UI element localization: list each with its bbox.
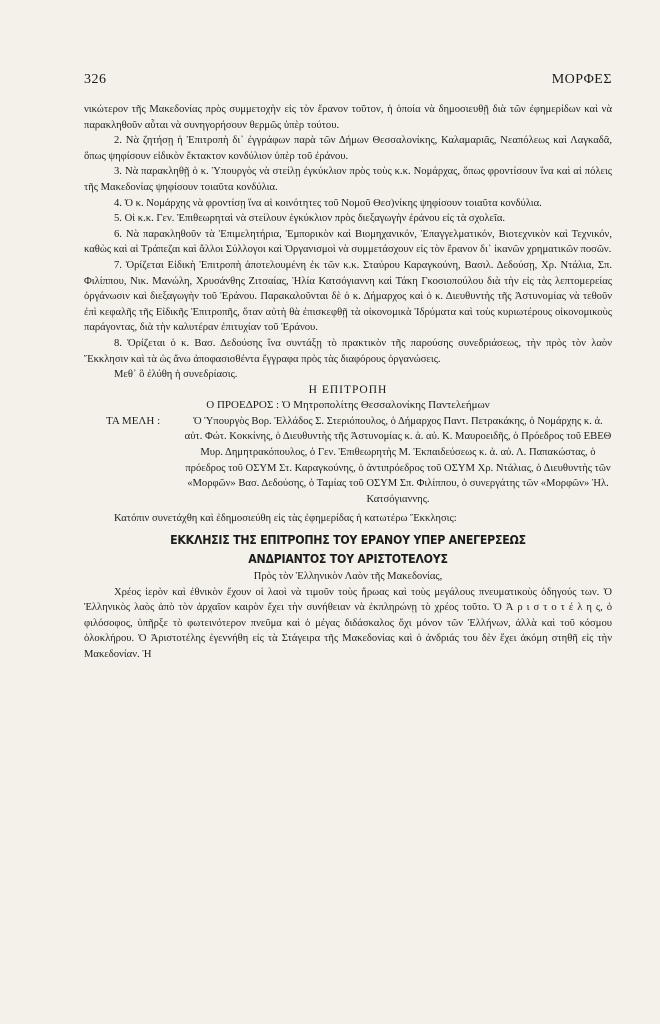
paragraph-item-3: 3. Νὰ παρακληθῇ ὁ κ. Ὑπουργὸς νὰ στείλῃ ἐγκύκλιον πρὸς τοὺς κ.κ. Νομάρχας, ὅπως φροντίσουν ἵνα καὶ αἱ πόλεις τῆς Μακεδονίας ψηφίσουν τοιαῦτα κονδύλια.	[84, 166, 612, 193]
appeal-body: Χρέος ἱερὸν καὶ ἐθνικὸν ἔχουν οἱ λαοὶ νὰ τιμοῦν τοὺς ἥρωας καὶ τοὺς μεγάλους πνευματικοὺς ὁδηγούς των. Ὁ Ἑλληνικὸς λαὸς ἀπὸ τὸν ἀρχαῖον καιρὸν ἔχει τὴν συνήθειαν νὰ ἐκπληρώνῃ τὸ χρέος τοῦτο. Ὁ Ἀ ρ ι σ τ ο τ έ λ η ς, ὁ φιλόσοφος, ὑπῆρξε τὸ φωτεινότερον πνεῦμα καὶ ὁ μέγας διδάσκαλος ὄχι μόνον τῶν Ἑλλήνων, ἀλλὰ καὶ τοῦ κόσμου ὁλοκλήρου. Ὁ Ἀριστοτέλης ἐγεννήθη εἰς τὰ Στάγειρα τῆς Μακεδονίας καὶ ὁ ἀνδριάς του δὲν ἔχει ἀκόμη στηθῆ εἰς τὴν Μακεδονίαν. Ἡ	[84, 586, 612, 660]
paragraph-item-4: 4. Ὁ κ. Νομάρχης νὰ φροντίσῃ ἵνα αἱ κοινότητες τοῦ Νομοῦ Θεσ)νίκης ψηφίσουν τοιαῦτα κονδύλια.	[114, 197, 542, 209]
appeal-title-line-2: ΑΝΔΡΙΑΝΤΟΣ ΤΟΥ ΑΡΙΣΤΟΤΕΛΟΥΣ	[248, 552, 448, 568]
members-list: Ὁ Ὑπουργὸς Βορ. Ἑλλάδος Σ. Στεριόπουλος, ὁ Δήμαρχος Παντ. Πετρακάκης, ὁ Νομάρχης κ. ἀ. αὐτ. Φώτ. Κοκκίνης, ὁ Διευθυντὴς τῆς Ἀστυνομίας κ. ἀ. αὐ. Κ. Μαυροειδῆς, ὁ Πρόεδρος τοῦ ΕΒΕΘ Μυρ. Δημητρακόπουλος, ὁ Γεν. Ἐπιθεωρητὴς Μ. Ἐκπαιδεύσεως κ. ἀ. αὐ. Λ. Παπακώστας, ὁ πρόεδρος τοῦ ΟΣΥΜ Στ. Καραγκούνης, ὁ ἀντιπρόεδρος τοῦ ΟΣΥΜ Χρ. Ντάλιας, ὁ Διευθυντὴς τῶν «Μορφῶν» Βασ. Δεδούσης, ὁ Ταμίας τοῦ ΟΣΥΜ Σπ. Φιλίππου, ὁ συνεργάτης τῶν «Μορφῶν» Ἠλ. Κατσόγιαννης.	[184, 415, 612, 505]
paragraph-item-8: 8. Ὁρίζεται ὁ κ. Βασ. Δεδούσης ἵνα συντάξῃ τὸ πρακτικὸν τῆς παρούσης συνεδριάσεως, τὴν πρὸς τὸν λαὸν Ἔκκλησιν καὶ τὰ ὡς ἄνω ἀποφασισθέντα ἔγγραφα πρὸς τὰς διαφόρους ὀργανώσεις.	[84, 337, 612, 365]
appeal-title	[121, 531, 575, 569]
session-closing: Μεθ᾽ ὃ ἐλύθη ἡ συνεδρίασις.	[114, 369, 238, 381]
members-label: ΤΑ ΜΕΛΗ :	[106, 414, 161, 427]
appeal-salutation: Πρὸς τὸν Ἑλληνικὸν Λαὸν τῆς Μακεδονίας,	[253, 571, 443, 583]
committee-president: Ο ΠΡΟΕΔΡΟΣ : Ὁ Μητροπολίτης Θεσσαλονίκης Παντελεήμων	[206, 399, 490, 412]
paragraph-item-7: 7. Ὁρίζεται Εἰδικὴ Ἐπιτροπὴ ἀποτελουμένη ἐκ τῶν κ.κ. Σταύρου Καραγκούνη, Βασιλ. Δεδούσῃ, Χρ. Ντάλια, Σπ. Φιλίππου, Νικ. Μανώλη, Χρυσάνθης Ζιτσαίας, Ἡλία Κατσόγιαννη καὶ Τάκη Γκοσιοπούλου διὰ τὴν εἰς τὰς λεπτομερείας ὀργάνωσιν καὶ διεξαγωγὴν τοῦ Ἐράνου. Παρακαλοῦνται δὲ ὁ κ. Δήμαρχος καὶ ὁ κ. Διευθυντὴς τῆς Ἀστυνομίας νὰ τεθοῦν ἐπὶ κεφαλῆς τῆς Εἰδικῆς Ἐπιτροπῆς, ὅταν αὐτὴ θὰ ἐπισκεφθῇ τὰ οἰκονομικὰ Ἱδρύματα καὶ τοὺς κυριωτέρους οἰκονομικοὺς παράγοντας, διὰ τὴν καλυτέραν ἐπιτυχίαν τοῦ Ἐράνου.	[84, 259, 612, 334]
paragraph-item-2: 2. Νὰ ζητήσῃ ἡ Ἐπιτροπὴ δι᾽ ἐγγράφων παρὰ τῶν Δήμων Θεσσαλονίκης, Καλαμαριᾶς, Νεαπόλεως καὶ Λαγκαδᾶ, ὅπως ψηφίσουν εἰδικὸν ἔκτακτον κονδύλιον ὑπὲρ τοῦ ἐράνου.	[84, 135, 612, 162]
committee-members	[84, 414, 612, 508]
paragraph-continuation: νικώτερον τῆς Μακεδονίας πρὸς συμμετοχὴν εἰς τὸν ἔρανον τοῦτον, ἡ ὁποία νὰ δημοσιευθῇ διὰ τῶν ἐφημερίδων καὶ νὰ παρακληθοῦν αὗται νὰ συνηγορήσουν θερμῶς ὑπὲρ τούτου.	[84, 104, 612, 131]
appeal-title-line-1: ΕΚΚΛΗΣΙΣ ΤΗΣ ΕΠΙΤΡΟΠΗΣ ΤΟΥ ΕΡΑΝΟΥ ΥΠΕΡ ΑΝΕΓΕΡΣΕΩΣ	[170, 533, 526, 549]
after-committee-note: Κατόπιν συνετάχθη καὶ ἐδημοσιεύθη εἰς τὰς ἐφημερίδας ἡ κατωτέρω Ἔκκλησις:	[114, 513, 457, 525]
page-header	[84, 72, 612, 102]
committee-title: Η ΕΠΙΤΡΟΠΗ	[308, 383, 388, 396]
page-number: 326	[84, 72, 107, 87]
paragraph-item-5: 5. Οἱ κ.κ. Γεν. Ἐπιθεωρηταὶ νὰ στείλουν ἐγκύκλιον πρὸς διεξαγωγὴν ἐράνου εἰς τὰ σχολεῖα.	[114, 213, 506, 225]
running-head: ΜΟΡΦΕΣ	[551, 72, 612, 87]
paragraph-item-6: 6. Νὰ παρακληθοῦν τὰ Ἐπιμελητήρια, Ἐμπορικὸν καὶ Βιομηχανικόν, Ἐπαγγελματικόν, Βιοτεχνικὸν καὶ Τεχνικόν, καθὼς καὶ αἱ Τράπεζαι καὶ ἄλλοι Σύλλογοι καὶ Ὀργανισμοὶ νὰ συμμετάσχουν εἰς τὸν ἔρανον δι᾽ ἱκανῶν χρηματικῶν ποσῶν.	[84, 228, 612, 256]
document-body	[84, 102, 612, 663]
